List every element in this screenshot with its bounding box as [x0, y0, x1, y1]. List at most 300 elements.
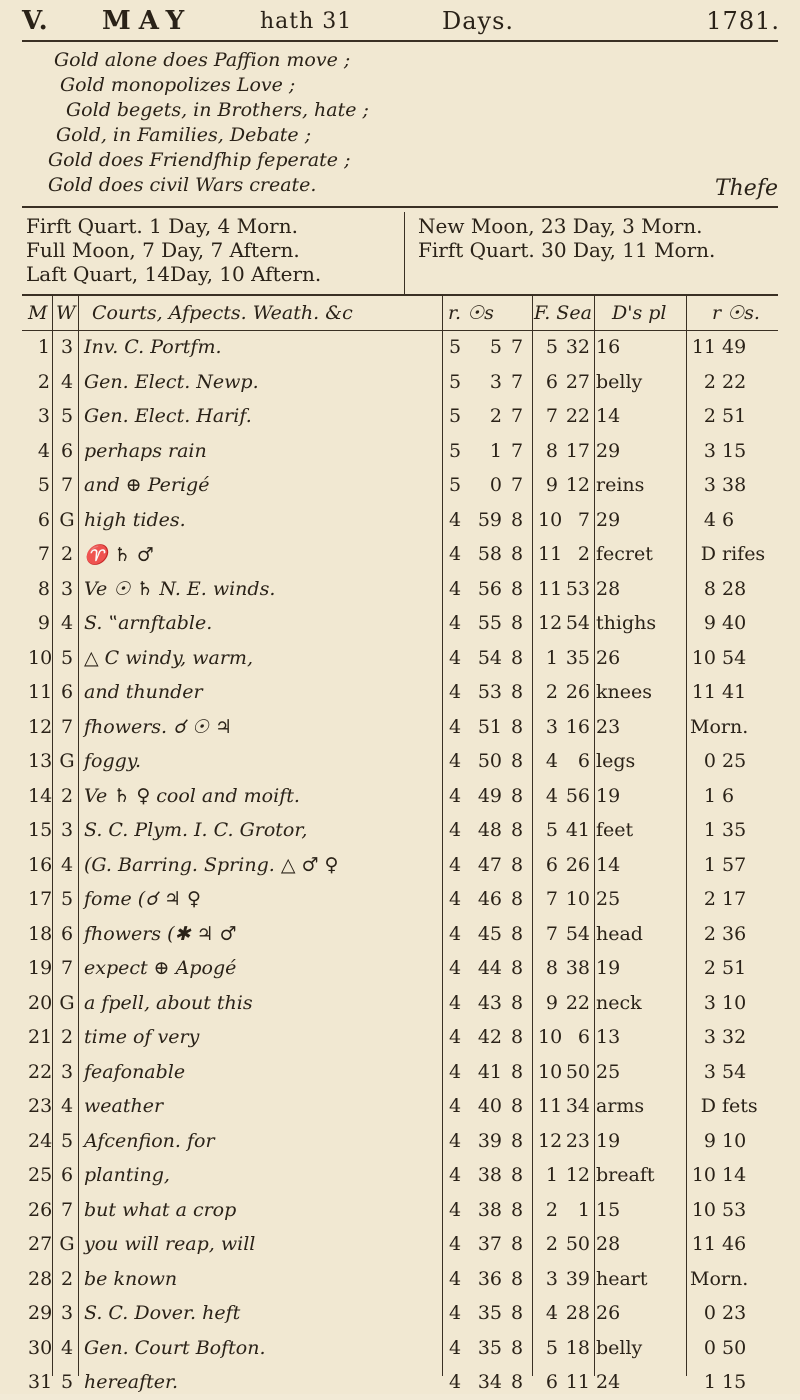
events-weather: and thunder — [84, 681, 203, 703]
moon-place: legs — [596, 750, 636, 772]
weekday: 4 — [60, 853, 74, 876]
moon-rise-hour: 10 — [691, 1164, 716, 1186]
moon-place: fecret — [596, 543, 653, 565]
full-sea-hour: 4 — [545, 750, 558, 772]
sunrise-hour: 4 — [448, 577, 462, 600]
full-sea-hour: 1 — [545, 646, 558, 669]
full-sea-hour: 7 — [545, 922, 558, 945]
moon-rise-hour: 3 — [703, 991, 716, 1014]
weekday: 4 — [60, 612, 74, 634]
sunrise-minute: 0 — [489, 474, 502, 496]
table-row — [22, 779, 778, 814]
sunset-hour: 8 — [510, 1026, 524, 1048]
table-row — [22, 1055, 778, 1090]
day-number: 28 — [28, 1267, 53, 1290]
day-number: 12 — [28, 715, 53, 738]
moon-rise-minute: 51 — [722, 957, 747, 979]
moon-rise-hour: Morn. — [690, 715, 749, 738]
full-sea-hour: 10 — [538, 1060, 563, 1083]
moon-rise-minute: 32 — [722, 1026, 747, 1048]
full-sea-hour: 5 — [545, 336, 558, 358]
weekday: 6 — [60, 922, 74, 945]
sunrise-hour: 4 — [448, 957, 462, 979]
phase-line: Laft Quart, 14Day, 10 Aftern. — [26, 262, 322, 286]
day-number: 6 — [37, 508, 50, 531]
table-row — [22, 537, 778, 572]
moon-rise-hour: 0 — [703, 1336, 716, 1359]
weekday: 6 — [60, 681, 74, 703]
events-weather: ♈ ♄ ♂ — [84, 544, 154, 566]
moon-rise-hour: 1 — [703, 1371, 716, 1393]
header-hath: hath 31 — [260, 8, 353, 34]
full-sea-hour: 8 — [545, 957, 558, 979]
weekday: 3 — [60, 577, 74, 600]
sunrise-hour: 4 — [448, 922, 462, 945]
sunrise-hour: 4 — [448, 1302, 462, 1324]
moon-rise-hour: 10 — [691, 1198, 716, 1221]
moon-rise-hour: 4 — [703, 508, 716, 531]
sunrise-minute: 45 — [477, 922, 502, 945]
day-number: 10 — [28, 646, 53, 669]
day-number: 16 — [28, 853, 53, 876]
full-sea-hour: 6 — [545, 1371, 558, 1393]
poem-line: Gold does civil Wars create. — [48, 174, 317, 196]
header-section-v: V. — [22, 6, 49, 36]
table-row — [22, 882, 778, 917]
moon-place: 16 — [596, 336, 621, 358]
sunrise-minute: 42 — [477, 1026, 502, 1048]
moon-rise-hour: 3 — [703, 1026, 716, 1048]
events-weather: but what a crop — [84, 1198, 237, 1221]
sunset-hour: 8 — [510, 612, 524, 634]
table-row — [22, 744, 778, 779]
moon-phases — [22, 212, 778, 294]
events-weather: Gen. Elect. Newp. — [84, 370, 259, 393]
day-number: 27 — [28, 1233, 53, 1255]
weekday: 5 — [60, 888, 74, 910]
day-number: 19 — [28, 957, 53, 979]
sunset-hour: 7 — [510, 336, 524, 358]
day-number: 24 — [28, 1129, 53, 1152]
moon-place: 25 — [596, 888, 621, 910]
moon-place: 13 — [596, 1026, 621, 1048]
full-sea-minute: 39 — [565, 1267, 590, 1290]
weekday: 5 — [60, 1129, 74, 1152]
full-sea-hour: 9 — [545, 991, 558, 1014]
day-number: 25 — [28, 1164, 53, 1186]
sunrise-hour: 4 — [448, 612, 462, 634]
moon-rise-hour: 8 — [703, 577, 716, 600]
sunrise-hour: 4 — [448, 646, 462, 669]
full-sea-minute: 50 — [565, 1060, 590, 1083]
full-sea-minute: 56 — [565, 784, 590, 807]
moon-place: 19 — [596, 1129, 621, 1152]
weekday: 5 — [60, 1371, 74, 1393]
moon-place: 15 — [596, 1198, 621, 1221]
moon-place: 26 — [596, 646, 621, 669]
phase-divider — [404, 212, 405, 294]
sunrise-hour: 4 — [448, 1095, 462, 1117]
events-weather: weather — [84, 1095, 164, 1117]
full-sea-minute: 35 — [565, 646, 590, 669]
moon-rise-hour: D — [700, 1095, 716, 1117]
weekday: 2 — [60, 1026, 74, 1048]
events-weather: hereafter. — [84, 1371, 179, 1393]
sunset-hour: 8 — [510, 1095, 524, 1117]
events-weather: be known — [84, 1267, 178, 1290]
moon-rise-minute: 40 — [722, 612, 747, 634]
full-sea-minute: 23 — [565, 1129, 590, 1152]
events-weather: expect ⊕ Apogé — [84, 957, 237, 979]
full-sea-hour: 9 — [545, 474, 558, 496]
moon-rise-hour: 2 — [703, 405, 716, 427]
moon-rise-minute: 10 — [722, 1129, 747, 1152]
full-sea-minute: 27 — [565, 370, 590, 393]
events-weather: S. ‟arnftable. — [84, 612, 213, 634]
table-row — [22, 330, 778, 365]
events-weather: Gen. Court Bofton. — [84, 1336, 266, 1359]
moon-phases-left — [26, 214, 416, 286]
events-weather: planting, — [84, 1164, 170, 1186]
day-number: 21 — [28, 1026, 53, 1048]
sunrise-hour: 4 — [448, 715, 462, 738]
full-sea-hour: 5 — [545, 819, 558, 841]
moon-place: belly — [596, 370, 643, 393]
moon-place: feet — [596, 819, 634, 841]
sunset-hour: 8 — [510, 1267, 524, 1290]
full-sea-minute: 38 — [565, 957, 590, 979]
weekday: 4 — [60, 1095, 74, 1117]
moon-rise-hour: 2 — [703, 888, 716, 910]
poem-line: Gold, in Families, Debate ; — [56, 124, 312, 146]
sunset-hour: 8 — [510, 922, 524, 945]
full-sea-hour: 4 — [545, 784, 558, 807]
moon-rise-minute: 35 — [722, 819, 747, 841]
moon-place: breaft — [596, 1164, 655, 1186]
table-row — [22, 468, 778, 503]
moon-rise-hour: 0 — [703, 750, 716, 772]
moon-rise-minute: 15 — [722, 439, 747, 462]
moon-rise-hour: 2 — [703, 922, 716, 945]
events-weather: perhaps rain — [84, 439, 207, 462]
sunset-hour: 8 — [510, 957, 524, 979]
sunrise-hour: 4 — [448, 1060, 462, 1083]
events-weather: feafonable — [84, 1060, 186, 1083]
day-number: 20 — [28, 991, 53, 1014]
weekday: 4 — [60, 1336, 74, 1359]
full-sea-minute: 22 — [565, 405, 590, 427]
weekday: 6 — [60, 439, 74, 462]
full-sea-minute: 54 — [565, 922, 590, 945]
events-weather: a fpell, about this — [84, 991, 253, 1014]
events-weather: fhowers (✱ ♃ ♂ — [84, 922, 237, 945]
sunrise-minute: 53 — [477, 681, 502, 703]
sunset-hour: 8 — [510, 853, 524, 876]
day-number: 22 — [28, 1060, 53, 1083]
weekday: 2 — [60, 543, 74, 565]
moon-rise-minute: 54 — [722, 646, 747, 669]
full-sea-hour: 12 — [538, 612, 563, 634]
poem-line: Gold begets, in Brothers, hate ; — [66, 99, 369, 121]
full-sea-minute: 18 — [565, 1336, 590, 1359]
moon-rise-hour: 3 — [703, 474, 716, 496]
page-header — [22, 4, 780, 38]
full-sea-hour: 1 — [545, 1164, 558, 1186]
table-row — [22, 606, 778, 641]
sunset-hour: 8 — [510, 1302, 524, 1324]
moon-rise-minute: 50 — [722, 1336, 747, 1359]
events-weather: S. C. Plym. I. C. Grotor, — [84, 819, 308, 841]
sunset-hour: 7 — [510, 439, 524, 462]
sunrise-hour: 5 — [448, 370, 462, 393]
sunrise-minute: 47 — [477, 853, 502, 876]
moon-rise-hour: 3 — [703, 439, 716, 462]
sunrise-hour: 5 — [448, 336, 462, 358]
moon-rise-minute: 46 — [722, 1233, 747, 1255]
sunrise-minute: 36 — [477, 1267, 502, 1290]
moon-rise-minute: 51 — [722, 405, 747, 427]
day-number: 2 — [37, 370, 50, 393]
header-days: Days. — [442, 7, 515, 35]
sunrise-minute: 40 — [477, 1095, 502, 1117]
table-row — [22, 1089, 778, 1124]
full-sea-hour: 2 — [545, 1198, 558, 1221]
sunset-hour: 8 — [510, 888, 524, 910]
moon-place: 19 — [596, 957, 621, 979]
events-weather: Afcenfion. for — [84, 1129, 215, 1152]
poem-line: Gold alone does Paffion move ; — [54, 49, 351, 71]
table-row — [22, 986, 778, 1021]
table-row — [22, 1227, 778, 1262]
full-sea-hour: 6 — [545, 370, 558, 393]
col-header-moon-place: D's pl — [612, 302, 667, 324]
table-row — [22, 1020, 778, 1055]
table-row — [22, 1193, 778, 1228]
day-number: 26 — [28, 1198, 53, 1221]
full-sea-hour: 12 — [538, 1129, 563, 1152]
events-weather: time of very — [84, 1026, 200, 1048]
phase-line: Firft Quart. 30 Day, 11 Morn. — [418, 238, 716, 262]
moon-rise-hour: 9 — [703, 612, 716, 634]
sunrise-hour: 4 — [448, 508, 462, 531]
weekday: 7 — [60, 715, 74, 738]
col-header-m: M — [28, 302, 48, 324]
col-header-rise: r. ☉s — [448, 302, 494, 324]
sunrise-minute: 34 — [477, 1371, 502, 1393]
table-row — [22, 1262, 778, 1297]
sunset-hour: 8 — [510, 508, 524, 531]
sunrise-hour: 4 — [448, 750, 462, 772]
full-sea-minute: 6 — [577, 1026, 590, 1048]
moon-place: 14 — [596, 405, 621, 427]
moon-rise-hour: 11 — [691, 336, 716, 358]
col-header-courts: Courts, Afpects. Weath. &c — [92, 302, 353, 324]
moon-rise-minute: fets — [722, 1095, 758, 1117]
moon-rise-minute: 10 — [722, 991, 747, 1014]
events-weather: Ve ♄ ♀ cool and moift. — [84, 784, 300, 807]
full-sea-hour: 2 — [545, 1233, 558, 1255]
sunset-hour: 7 — [510, 370, 524, 393]
events-weather: you will reap, will — [84, 1233, 256, 1255]
full-sea-minute: 12 — [565, 474, 590, 496]
sunrise-hour: 4 — [448, 1164, 462, 1186]
full-sea-hour: 3 — [545, 715, 558, 738]
full-sea-hour: 6 — [545, 853, 558, 876]
moon-place: 25 — [596, 1060, 621, 1083]
full-sea-minute: 28 — [565, 1302, 590, 1324]
moon-rise-hour: D — [700, 543, 716, 565]
weekday: 3 — [60, 819, 74, 841]
events-weather: Ve ☉ ♄ N. E. winds. — [84, 577, 276, 600]
day-number: 8 — [37, 577, 50, 600]
events-weather: fhowers. ☌ ☉ ♃ — [84, 715, 233, 738]
full-sea-minute: 34 — [565, 1095, 590, 1117]
sunset-hour: 8 — [510, 1198, 524, 1221]
events-weather: (G. Barring. Spring. △ ♂ ♀ — [84, 853, 339, 876]
moon-phases-right — [418, 214, 778, 262]
moon-place: 28 — [596, 1233, 621, 1255]
moon-rise-hour: Morn. — [690, 1267, 749, 1290]
sunrise-hour: 5 — [448, 405, 462, 427]
weekday: G — [59, 508, 75, 531]
sunrise-minute: 55 — [477, 612, 502, 634]
full-sea-hour: 4 — [545, 1302, 558, 1324]
full-sea-minute: 53 — [565, 577, 590, 600]
day-number: 11 — [28, 681, 53, 703]
moon-place: 14 — [596, 853, 621, 876]
moon-place: neck — [596, 991, 642, 1014]
poem-rule — [22, 206, 778, 208]
full-sea-minute: 26 — [565, 681, 590, 703]
moon-rise-hour: 1 — [703, 819, 716, 841]
sunset-hour: 8 — [510, 1164, 524, 1186]
moon-rise-hour: 0 — [703, 1302, 716, 1324]
day-number: 31 — [28, 1371, 53, 1393]
moon-rise-hour: 9 — [703, 1129, 716, 1152]
moon-place: 24 — [596, 1371, 621, 1393]
full-sea-hour: 10 — [538, 1026, 563, 1048]
weekday: 6 — [60, 1164, 74, 1186]
moon-rise-minute: rifes — [722, 543, 766, 565]
full-sea-hour: 10 — [538, 508, 563, 531]
weekday: 2 — [60, 784, 74, 807]
sunset-hour: 8 — [510, 1129, 524, 1152]
day-number: 23 — [28, 1095, 53, 1117]
header-month: MAY — [102, 6, 193, 36]
sunset-hour: 8 — [510, 681, 524, 703]
sunrise-hour: 4 — [448, 1267, 462, 1290]
full-sea-hour: 11 — [538, 577, 563, 600]
sunset-hour: 8 — [510, 750, 524, 772]
sunset-hour: 7 — [510, 405, 524, 427]
full-sea-minute: 32 — [565, 336, 590, 358]
day-number: 7 — [37, 543, 50, 565]
full-sea-minute: 6 — [577, 750, 590, 772]
moon-rise-minute: 22 — [722, 370, 747, 393]
weekday: 4 — [60, 370, 74, 393]
day-number: 14 — [28, 784, 53, 807]
day-number: 15 — [28, 819, 53, 841]
sunset-hour: 8 — [510, 1233, 524, 1255]
moon-rise-minute: 54 — [722, 1060, 747, 1083]
table-row — [22, 710, 778, 745]
full-sea-minute: 7 — [577, 508, 590, 531]
header-year: 1781. — [706, 7, 780, 35]
sunset-hour: 7 — [510, 474, 524, 496]
sunrise-hour: 4 — [448, 1371, 462, 1393]
sunrise-minute: 38 — [477, 1198, 502, 1221]
table-row — [22, 917, 778, 952]
events-weather: △ C windy, warm, — [84, 646, 253, 669]
moon-place: head — [596, 922, 643, 945]
sunrise-minute: 1 — [489, 439, 502, 462]
day-number: 13 — [28, 750, 53, 772]
sunset-hour: 8 — [510, 819, 524, 841]
poem-line: Gold monopolizes Love ; — [60, 74, 296, 96]
full-sea-minute: 11 — [565, 1371, 590, 1393]
weekday: 3 — [60, 1302, 74, 1324]
table-row — [22, 1365, 778, 1400]
moon-rise-minute: 36 — [722, 922, 747, 945]
sunrise-minute: 2 — [489, 405, 502, 427]
sunrise-minute: 41 — [477, 1060, 502, 1083]
full-sea-minute: 16 — [565, 715, 590, 738]
day-number: 18 — [28, 922, 53, 945]
moon-rise-hour: 2 — [703, 957, 716, 979]
sunrise-minute: 43 — [477, 991, 502, 1014]
sunrise-minute: 3 — [489, 370, 502, 393]
day-number: 1 — [37, 336, 50, 358]
sunrise-hour: 4 — [448, 991, 462, 1014]
sunset-hour: 8 — [510, 1060, 524, 1083]
day-number: 3 — [37, 405, 50, 427]
moon-place: arms — [596, 1095, 645, 1117]
calendar-table — [22, 330, 778, 1400]
sunrise-hour: 4 — [448, 819, 462, 841]
full-sea-minute: 41 — [565, 819, 590, 841]
sunrise-hour: 4 — [448, 888, 462, 910]
table-row — [22, 1158, 778, 1193]
moon-rise-minute: 6 — [722, 784, 735, 807]
moon-place: 19 — [596, 784, 621, 807]
weekday: 7 — [60, 474, 74, 496]
sunrise-minute: 35 — [477, 1302, 502, 1324]
sunrise-hour: 4 — [448, 543, 462, 565]
sunrise-minute: 58 — [477, 543, 502, 565]
moon-rise-hour: 10 — [691, 646, 716, 669]
sunrise-hour: 4 — [448, 1129, 462, 1152]
full-sea-minute: 2 — [577, 543, 590, 565]
col-header-w: W — [56, 302, 76, 324]
sunrise-minute: 49 — [477, 784, 502, 807]
sunrise-minute: 48 — [477, 819, 502, 841]
sunrise-minute: 35 — [477, 1336, 502, 1359]
full-sea-minute: 50 — [565, 1233, 590, 1255]
sunset-hour: 8 — [510, 1336, 524, 1359]
moon-place: 29 — [596, 508, 621, 531]
table-row — [22, 848, 778, 883]
moon-rise-minute: 49 — [722, 336, 747, 358]
moon-rise-minute: 15 — [722, 1371, 747, 1393]
sunrise-hour: 5 — [448, 439, 462, 462]
sunrise-minute: 51 — [477, 715, 502, 738]
sunset-hour: 8 — [510, 715, 524, 738]
day-number: 9 — [37, 612, 50, 634]
full-sea-hour: 3 — [545, 1267, 558, 1290]
moon-place: 28 — [596, 577, 621, 600]
full-sea-minute: 10 — [565, 888, 590, 910]
poem — [40, 48, 760, 198]
